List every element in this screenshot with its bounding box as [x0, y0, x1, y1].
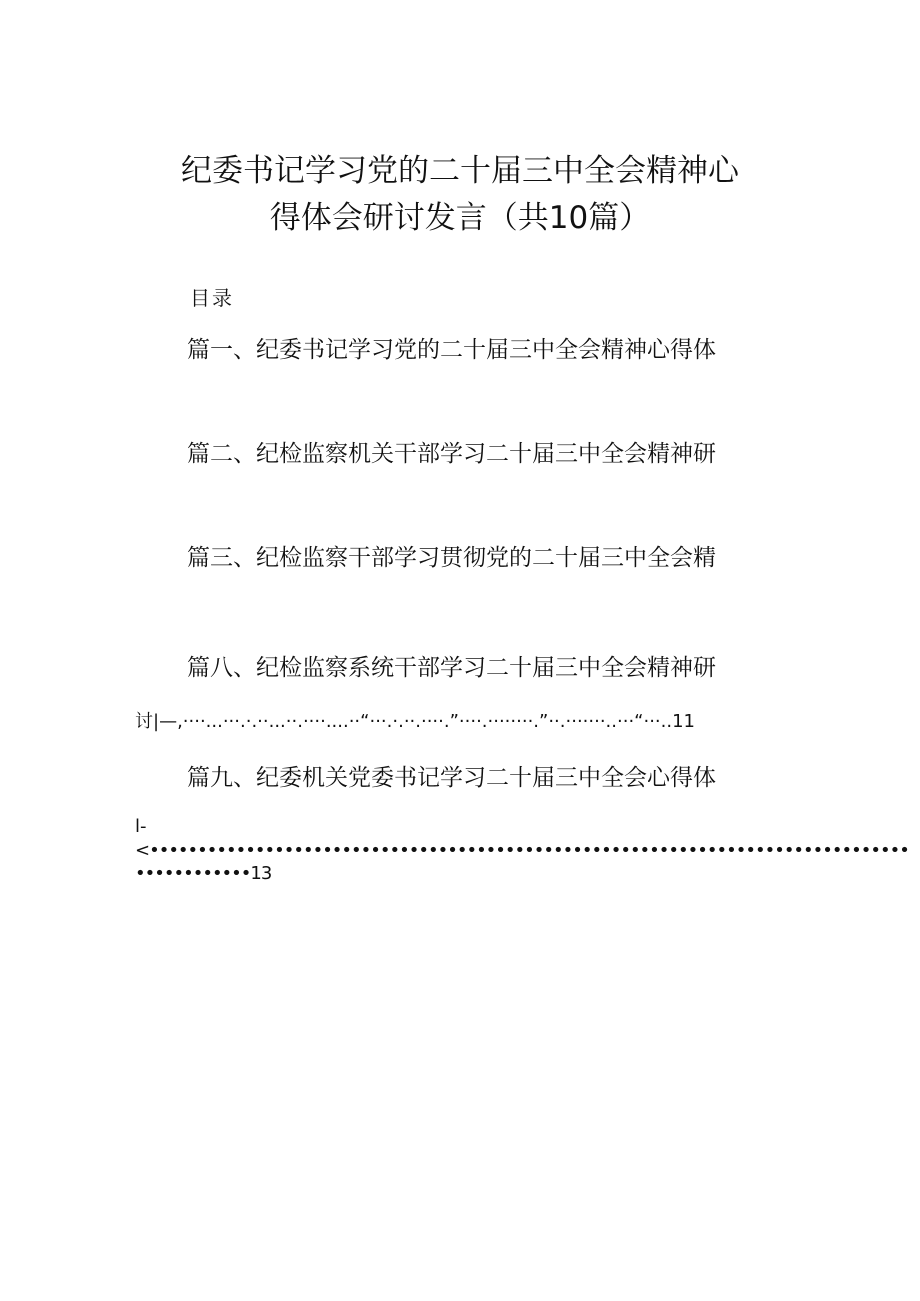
- toc-entry-9-continuation: l-: [135, 816, 147, 837]
- toc-entry-8-leader: 讨|—,····...···.·.··...··.····....··“···.·.··.····.”····.········.”··.·······..···“···..11: [135, 711, 696, 732]
- toc-entry-8[interactable]: 篇八、纪检监察系统干部学习二十届三中全会精神研: [187, 655, 716, 681]
- toc-entry-2[interactable]: 篇二、纪检监察机关干部学习二十届三中全会精神研: [187, 441, 716, 467]
- toc-entry-9[interactable]: 篇九、纪委机关党委书记学习二十届三中全会心得体: [187, 765, 716, 791]
- document-title-line-1: 纪委书记学习党的二十届三中全会精神心: [181, 153, 739, 189]
- toc-entry-1[interactable]: 篇一、纪委书记学习党的二十届三中全会精神心得体: [187, 337, 716, 363]
- toc-entry-3[interactable]: 篇三、纪检监察干部学习贯彻党的二十届三中全会精: [187, 545, 716, 571]
- document-title-line-2: 得体会研讨发言（共10篇）: [269, 200, 651, 236]
- toc-entry-9-leader: <•••••••••••••••••••••••••••••••••••••••••••••••••••••••••••••••••••••••••••••••: [135, 840, 909, 861]
- toc-heading: 目录: [190, 286, 234, 310]
- toc-entry-9-page-number: ••••••••••••13: [135, 863, 272, 884]
